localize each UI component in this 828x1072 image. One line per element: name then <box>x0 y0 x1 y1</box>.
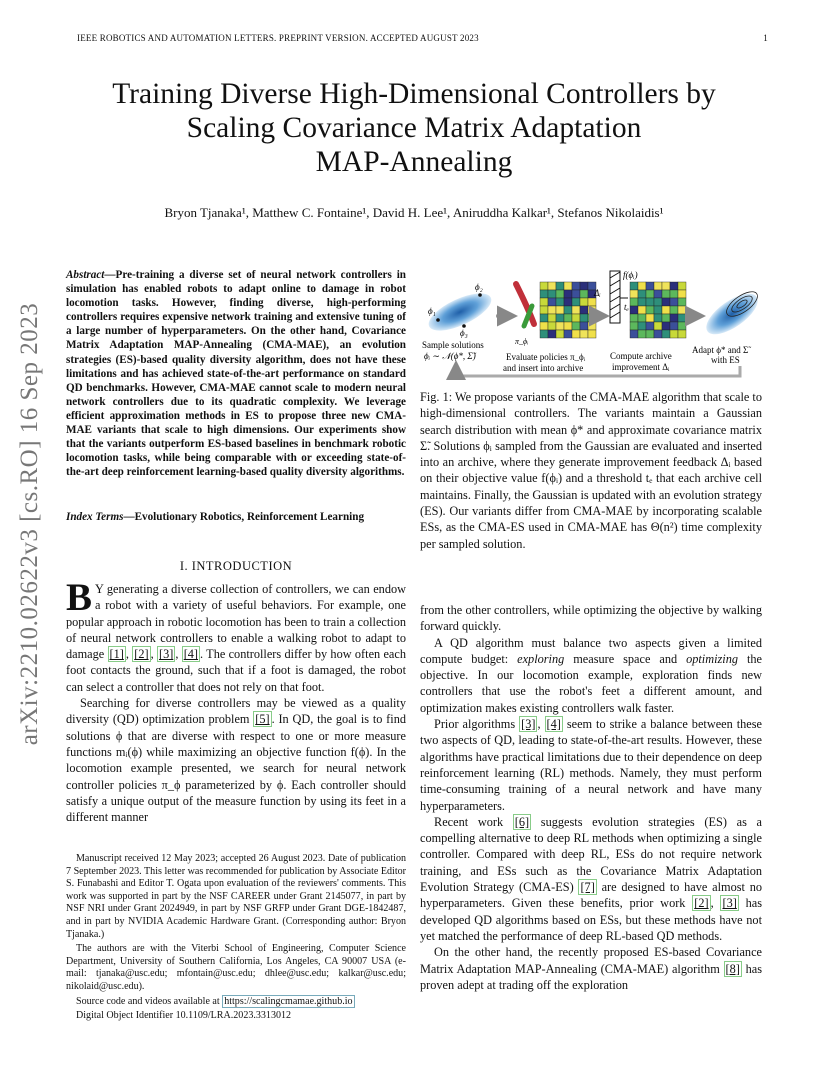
archive-cell <box>572 282 580 290</box>
archive-cell <box>588 298 596 306</box>
archive-cell <box>662 282 670 290</box>
archive-cell <box>564 298 572 306</box>
threshold-label: tₑ <box>624 302 629 312</box>
citation-link[interactable]: [3] <box>521 717 536 732</box>
right-paragraph-5 <box>420 944 762 993</box>
archive-cell <box>646 282 654 290</box>
citation-link[interactable]: [2] <box>694 896 709 911</box>
citation-link[interactable]: [4] <box>546 717 561 732</box>
sample-point <box>478 293 482 297</box>
archive-cell <box>580 330 588 338</box>
archive-cell <box>572 298 580 306</box>
archive-cell <box>588 330 596 338</box>
archive-cell <box>564 314 572 322</box>
index-terms-text: —Evolutionary Robotics, Reinforcement Learning <box>123 511 365 523</box>
step-4-caption: Adapt ϕ* and Σ̃ <box>692 345 749 355</box>
footnote-manuscript: Manuscript received 12 May 2023; accepted 26 August 2023. Date of publication 7 September 2023. This letter was recommended for publication by Associate Editor S. Funabashi and Editor T. Ogata upon evaluation of the reviewers' comments. This work was supported in part by the NSF CAREER under Grant 2145077, in part by NSF NRI under Grant 2024949, in part by NSF GRFP under Grant DGE-1842487, and in part by NVIDIA Academic Hardware Grant. (Corresponding author: Bryon Tjanaka.) <box>66 853 406 940</box>
citation-link[interactable]: [5] <box>255 712 270 727</box>
archive-cell <box>548 282 556 290</box>
page-number: 1 <box>763 33 768 43</box>
project-url-link[interactable]: https://scalingcmamae.github.io <box>224 995 353 1007</box>
archive-cell <box>646 314 654 322</box>
figure-1-diagram <box>420 268 762 380</box>
step-3-caption: Compute archive <box>610 351 672 361</box>
step-1-formula: ϕᵢ ∼ 𝒩(ϕ*, Σ̃) <box>424 351 476 361</box>
intro-paragraph-1: B Y generating a diverse collection of controllers, we can endow a robot with a variety of useful behaviors. For example, one popular approach in robotic locomotion has been to train a collection of neural network controllers to enable a walking robot to adapt to damage [1] , [2] , [3] , [4] . The controllers differ by how often each foot contacts the ground, such that if a foot is damaged, the robot can select a controller that does not rely on that foot. <box>66 576 406 694</box>
rp4-c: are designed to have almost no hyperparameters. Given these benefits, prior work <box>420 880 762 911</box>
rp3-b: seem to strike a balance between these two aspects of QD, leading to state-of-the-art results. However, these algorithms have practical limitations due to their dependence on deep reinforcement learning (RL) methods. Namely, they must perform time-consuming training of a neural network and have many hyperparameters. <box>420 717 762 813</box>
archive-cell <box>564 306 572 314</box>
archive-cell <box>654 298 662 306</box>
right-paragraph-3: Prior algorithms [3] , [4] seem to strike a balance between these two aspects of QD, leading to state-of-the-art results. However, these algorithms have practical limitations due to their dependence on deep reinforcement learning (RL) methods. Namely, they must perform time-consuming training of a neural network and have many hyperparameters. <box>420 717 762 813</box>
archive-cell <box>572 314 580 322</box>
archive-cell <box>646 306 654 314</box>
rp2-c: the objective. In our locomotion example, exploration finds new controllers that use the robot's feet a different amount, and optimization makes existing controllers walk faster. <box>420 651 762 715</box>
archive-cell <box>678 330 686 338</box>
archive-grid-2 <box>630 282 686 338</box>
citation-link[interactable]: [6] <box>514 814 530 829</box>
archive-cell <box>548 306 556 314</box>
footnotes <box>66 853 406 1025</box>
title-line-1: Training Diverse High-Dimensional Controllers by <box>112 78 716 110</box>
archive-cell <box>678 282 686 290</box>
archive-cell <box>548 290 556 298</box>
citation-link[interactable]: [8] <box>725 961 740 976</box>
archive-cell <box>678 322 686 330</box>
index-terms <box>66 510 406 524</box>
archive-cell <box>556 330 564 338</box>
archive-cell <box>588 306 596 314</box>
archive-cell <box>670 314 678 322</box>
abstract <box>66 268 406 479</box>
right-paragraph-1: from the other controllers, while optimizing the objective by walking forward quickly. <box>420 603 762 634</box>
archive-cell <box>654 330 662 338</box>
rp4-a: Recent work <box>434 814 513 829</box>
archive-cell <box>654 306 662 314</box>
policy-label: π_ϕᵢ <box>515 337 529 346</box>
archive-cell <box>548 314 556 322</box>
archive-cell <box>564 322 572 330</box>
step-2-caption: Evaluate policies π_ϕᵢ <box>506 352 586 362</box>
step-3-caption-line-2: improvement Δᵢ <box>612 362 670 372</box>
archive-cell <box>638 314 646 322</box>
footnote-source-code <box>66 996 406 1009</box>
archive-cell <box>564 282 572 290</box>
step-1-caption: Sample solutions <box>422 340 484 350</box>
archive-cell <box>678 314 686 322</box>
archive-cell <box>572 306 580 314</box>
archive-cell <box>580 314 588 322</box>
archive-cell <box>556 290 564 298</box>
archive-cell <box>580 322 588 330</box>
archive-cell <box>678 290 686 298</box>
rp2-em-exploring: exploring <box>517 651 565 666</box>
archive-cell <box>580 282 588 290</box>
running-head <box>77 33 768 43</box>
citation-link[interactable]: [4] <box>183 647 199 662</box>
gaussian-sampling-panel <box>422 282 496 361</box>
archive-cell <box>540 290 548 298</box>
citation-link[interactable]: [2] <box>134 647 149 662</box>
archive-cell <box>630 282 638 290</box>
sample-point <box>436 318 440 322</box>
title-line-2: Scaling Covariance Matrix Adaptation <box>186 112 642 144</box>
archive-cell <box>556 322 564 330</box>
archive-cell <box>540 282 548 290</box>
step-4-caption-line-2: with ES <box>711 355 740 365</box>
intro-p2-b: . In QD, the goal is to find solutions ϕ that are diverse with respect to one or more measure functions mᵢ(ϕ) while maximizing an objective function f(ϕ). In the locomotion example presented, we search for neural network controller policies π_ϕ parameterized by ϕ. Each controller should satisfy a unique output of the measure function by using its feet in a different manner <box>66 712 406 825</box>
archive-cell <box>654 282 662 290</box>
archive-grid-1 <box>540 282 596 338</box>
rp5-b: has proven adept at trading off the exploration <box>420 961 763 992</box>
archive-cell <box>556 298 564 306</box>
intro-p1-a: Y generating a diverse collection of controllers, we can endow a robot with a variety of useful behaviors. For example, one popular approach in robotic locomotion has been to train a collection of neural network controllers to enable a walking robot to adapt to damage <box>66 582 406 662</box>
source-code-prefix: Source code and videos available at <box>76 995 223 1007</box>
dropcap: B <box>66 576 93 619</box>
archive-cell <box>670 330 678 338</box>
archive-cell <box>670 290 678 298</box>
archive-cell <box>670 306 678 314</box>
archive-cell <box>670 282 678 290</box>
archive-cell <box>548 330 556 338</box>
archive-cell <box>638 298 646 306</box>
rp4-d: has developed QD algorithms based on ESs, but these methods have not yet matched the performance of deep RL-based QD methods. <box>420 896 762 943</box>
rp5-a: On the other hand, the recently proposed ES-based Covariance Matrix Adaptation MAP-Annealing (CMA-MAE) algorithm <box>420 945 762 976</box>
arxiv-stamp <box>10 284 50 764</box>
archive-cell <box>630 306 638 314</box>
archive-cell <box>630 314 638 322</box>
archive-cell <box>646 322 654 330</box>
objective-label: f(ϕᵢ) <box>623 270 638 280</box>
right-paragraph-4: Recent work [6] suggests evolution strategies (ES) as a compelling alternative to deep RL methods when optimizing a single controller. Compared with deep RL, ESs do not require network training, and ESs such as the Covariance Matrix Adaptation Evolution Strategy (CMA-ES) [7] are designed to have almost no hyperparameters. Given these benefits, prior work [2] , [3] has developed QD algorithms based on ESs, but these methods have not yet matched the performance of deep RL-based QD methods. <box>420 814 762 943</box>
step-2-caption-line-2: and insert into archive <box>503 363 584 373</box>
adapt-panel <box>692 286 762 365</box>
intro-paragraph-2 <box>66 695 406 825</box>
archive-cell <box>670 298 678 306</box>
footnote-affiliation: The authors are with the Viterbi School of Engineering, Computer Science Department, University of Southern California, Los Angeles, CA 90007 USA (e-mail: tjanaka@usc.edu; mfontain@usc.edu; dhlee@usc.edu; kalkar@usc.edu; nikolaid@usc.edu). <box>66 943 406 992</box>
archive-cell <box>572 330 580 338</box>
archive-cell <box>646 330 654 338</box>
archive-cell <box>638 306 646 314</box>
archive-cell <box>662 322 670 330</box>
footnote-doi: Digital Object Identifier 10.1109/LRA.2023.3313012 <box>76 1010 292 1022</box>
archive-cell <box>654 314 662 322</box>
right-column-text <box>420 602 762 993</box>
rp4-b: suggests evolution strategies (ES) as a compelling alternative to deep RL methods when optimizing a single controller. Compared with deep RL, ESs do not require network training, and ESs such as the Covariance Matrix Adaptation Evolution Strategy (CMA-ES) <box>420 814 762 895</box>
archive-cell <box>646 290 654 298</box>
rp2-em-optimizing: optimizing <box>686 651 739 666</box>
archive-cell <box>630 330 638 338</box>
paper-title <box>60 77 768 179</box>
phi-1-label: ϕ₁ <box>428 306 436 316</box>
citation-link[interactable]: [1] <box>109 647 124 662</box>
archive-cell <box>540 298 548 306</box>
phi-2-label: ϕ₂ <box>475 282 483 292</box>
archive-cell <box>564 330 572 338</box>
archive-cell <box>556 314 564 322</box>
rp2-a: A QD algorithm must balance two aspects given a limited compute budget: <box>420 635 762 666</box>
abstract-text: —Pre-training a diverse set of neural network controllers in simulation has enabled robots to adapt online to damage in robot locomotion tasks. However, finding diverse, high-performing controllers requires expensive network training and extensive tuning of a large number of hyperparameters. On the other hand, Covariance Matrix Adaptation MAP-Annealing (CMA-MAE), an evolution strategies (ES)-based quality diversity algorithm, does not have these limitations and has achieved state-of-the-art performance on standard QD benchmarks. However, CMA-MAE cannot scale to modern neural network controllers due to its quadratic complexity. We leverage efficient approximation methods in ES to propose three new CMA-MAE variants that scale to high dimensions. Our experiments show that the variants outperform ES-based baselines in benchmark robotic locomotion tasks, while being comparable with or exceeding state-of-the-art deep reinforcement learning-based quality diversity algorithms. <box>66 269 406 479</box>
right-paragraph-2 <box>420 635 762 716</box>
archive-cell <box>548 322 556 330</box>
archive-cell <box>580 306 588 314</box>
archive-cell <box>670 322 678 330</box>
intro-p2-a: Searching for diverse controllers may be viewed as a quality diversity (QD) optimization problem <box>66 696 406 727</box>
author-list: Bryon Tjanaka¹, Matthew C. Fontaine¹, David H. Lee¹, Aniruddha Kalkar¹, Stefanos Nikolaidis¹ <box>164 205 664 220</box>
archive-cell <box>678 306 686 314</box>
delta-label: Δᵢ <box>594 288 601 298</box>
archive-cell <box>662 290 670 298</box>
archive-cell <box>662 330 670 338</box>
archive-cell <box>630 322 638 330</box>
intro-text <box>66 576 406 825</box>
archive-cell <box>638 282 646 290</box>
archive-cell <box>580 298 588 306</box>
running-head-text: IEEE ROBOTICS AND AUTOMATION LETTERS. PREPRINT VERSION. ACCEPTED AUGUST 2023 <box>77 33 479 43</box>
archive-cell <box>540 330 548 338</box>
archive-cell <box>540 314 548 322</box>
archive-cell <box>588 322 596 330</box>
arxiv-stamp-text: arXiv:2210.02622v3 [cs.RO] 16 Sep 2023 <box>16 302 43 746</box>
archive-cell <box>548 298 556 306</box>
archive-cell <box>654 290 662 298</box>
rp3-a: Prior algorithms <box>434 717 520 732</box>
citation-link[interactable]: [7] <box>580 880 595 895</box>
archive-cell <box>662 314 670 322</box>
archive-cell <box>662 306 670 314</box>
citation-link[interactable]: [3] <box>722 896 737 911</box>
archive-cell <box>630 298 638 306</box>
archive-cell <box>564 290 572 298</box>
updated-gaussian-icon <box>700 286 762 342</box>
archive-cell <box>654 322 662 330</box>
archive-cell <box>580 290 588 298</box>
robot-evaluation-panel <box>515 284 534 346</box>
archive-cell <box>646 298 654 306</box>
intro-p1-b: . The controllers differ by how often each foot contacts the ground, such that if a foot is damaged, the robot can select a controller that does not rely on that foot. <box>66 647 406 694</box>
archive-cell <box>630 290 638 298</box>
archive-cell <box>556 306 564 314</box>
archive-cell <box>540 322 548 330</box>
archive-cell <box>540 306 548 314</box>
archive-cell <box>556 282 564 290</box>
rp2-b: measure space and <box>564 651 687 666</box>
section-heading: I. INTRODUCTION <box>179 559 293 573</box>
archive-cell <box>638 330 646 338</box>
archive-cell <box>638 322 646 330</box>
archive-cell <box>572 322 580 330</box>
archive-cell <box>678 298 686 306</box>
archive-cell <box>662 298 670 306</box>
index-terms-label: Index Terms <box>66 511 124 523</box>
phi-3-label: ϕ₃ <box>460 328 468 338</box>
archive-cell <box>572 290 580 298</box>
figure-1-caption: Fig. 1: We propose variants of the CMA-MAE algorithm that scale to high-dimensional controllers. The variants maintain a Gaussian search distribution with mean ϕ* and approximate covariance matrix Σ̃. Solutions ϕᵢ sampled from the Gaussian are evaluated and inserted into an archive, where they generate improvement feedback Δᵢ based on their objective value f(ϕᵢ) and a threshold tₑ that each archive cell maintains. Finally, the Gaussian is updated with an evolution strategy (ES). Our variants differ from CMA-MAE by incorporating scalable ESs, as the CMA-ES used in CMA-MAE has Θ(n²) time complexity per sampled solution. <box>420 390 762 551</box>
citation-link[interactable]: [3] <box>158 647 174 662</box>
archive-cell <box>638 290 646 298</box>
title-line-3: MAP-Annealing <box>315 146 513 178</box>
abstract-label: Abstract <box>66 269 105 281</box>
